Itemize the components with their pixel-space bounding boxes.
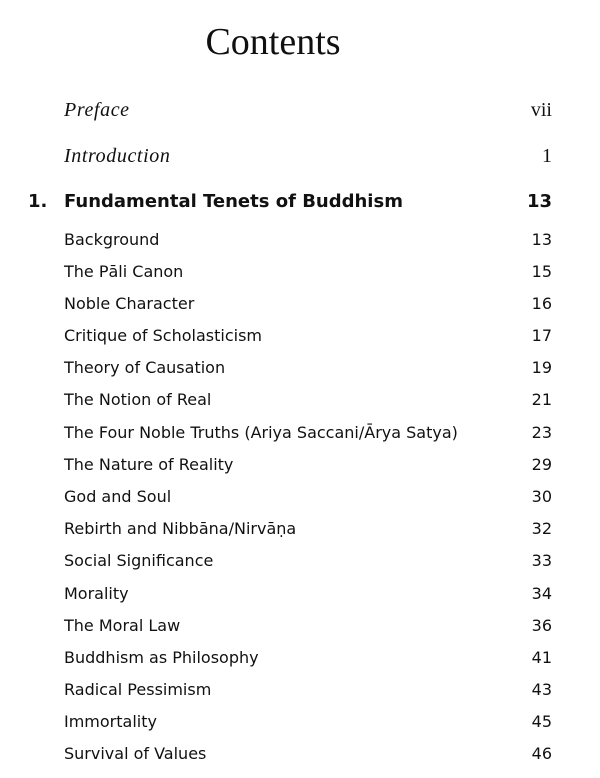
toc-section[interactable]	[0, 547, 600, 575]
toc-section-page: 46	[531, 744, 552, 763]
toc-section-title: Rebirth and Nibbāna/Nirvāṇa	[64, 519, 297, 538]
toc-section[interactable]	[0, 515, 600, 543]
toc-section-title: The Nature of Reality	[64, 455, 234, 474]
toc-section-title: Radical Pessimism	[64, 680, 212, 699]
toc-section[interactable]	[0, 354, 600, 382]
toc-chapter-1[interactable]	[0, 188, 600, 216]
toc-section-page: 36	[531, 616, 552, 635]
toc-section[interactable]	[0, 483, 600, 511]
toc-section[interactable]	[0, 451, 600, 479]
toc-entry-preface[interactable]	[0, 96, 600, 124]
toc-section[interactable]	[0, 644, 600, 672]
toc-entry-page: vii	[530, 99, 552, 121]
toc-section-page: 23	[531, 423, 552, 442]
toc-section-page: 41	[531, 648, 552, 667]
toc-section-title: Critique of Scholasticism	[64, 326, 262, 345]
toc-section-title: The Pāli Canon	[64, 262, 184, 281]
toc-section-title: Theory of Causation	[64, 358, 226, 377]
toc-section-page: 45	[531, 712, 552, 731]
chapter-title: Fundamental Tenets of Buddhism	[64, 191, 403, 212]
toc-section-title: The Moral Law	[64, 616, 181, 635]
toc-section-page: 15	[531, 262, 552, 281]
toc-section-page: 34	[531, 584, 552, 603]
toc-section-page: 19	[531, 358, 552, 377]
toc-section-page: 43	[531, 680, 552, 699]
toc-section[interactable]	[0, 290, 600, 318]
toc-section-title: Morality	[64, 584, 129, 603]
toc-section[interactable]	[0, 580, 600, 608]
toc-section[interactable]	[0, 612, 600, 640]
toc-section[interactable]	[0, 226, 600, 254]
toc-section-page: 29	[531, 455, 552, 474]
chapter-number: 1.	[28, 191, 48, 212]
toc-section-page: 33	[531, 551, 552, 570]
toc-section[interactable]	[0, 258, 600, 286]
toc-section-title: God and Soul	[64, 487, 172, 506]
toc-section[interactable]	[0, 740, 600, 768]
toc-section-page: 30	[531, 487, 552, 506]
toc-section[interactable]	[0, 322, 600, 350]
toc-section-page: 16	[531, 294, 552, 313]
toc-section-title: Survival of Values	[64, 744, 207, 763]
chapter-page: 13	[526, 191, 552, 212]
toc-section-title: Social Significance	[64, 551, 214, 570]
toc-section-page: 13	[531, 230, 552, 249]
toc-section[interactable]	[0, 676, 600, 704]
toc-section-title: Immortality	[64, 712, 157, 731]
toc-section[interactable]	[0, 708, 600, 736]
toc-section-page: 17	[531, 326, 552, 345]
toc-section-title: The Four Noble Truths (Ariya Saccani/Ārya Satya)	[64, 423, 458, 442]
toc-entry-introduction[interactable]	[0, 142, 600, 170]
toc-entry-page: 1	[542, 145, 552, 167]
toc-entry-title: Preface	[64, 99, 130, 121]
toc-section[interactable]	[0, 386, 600, 414]
toc-section-title: Buddhism as Philosophy	[64, 648, 259, 667]
toc-section-title: The Notion of Real	[64, 390, 212, 409]
toc-section[interactable]	[0, 419, 600, 447]
page-title: Contents	[205, 21, 341, 63]
toc-section-page: 32	[531, 519, 552, 538]
toc-entry-title: Introduction	[64, 145, 171, 167]
toc-section-title: Noble Character	[64, 294, 195, 313]
toc-section-title: Background	[64, 230, 160, 249]
toc-section-page: 21	[531, 390, 552, 409]
